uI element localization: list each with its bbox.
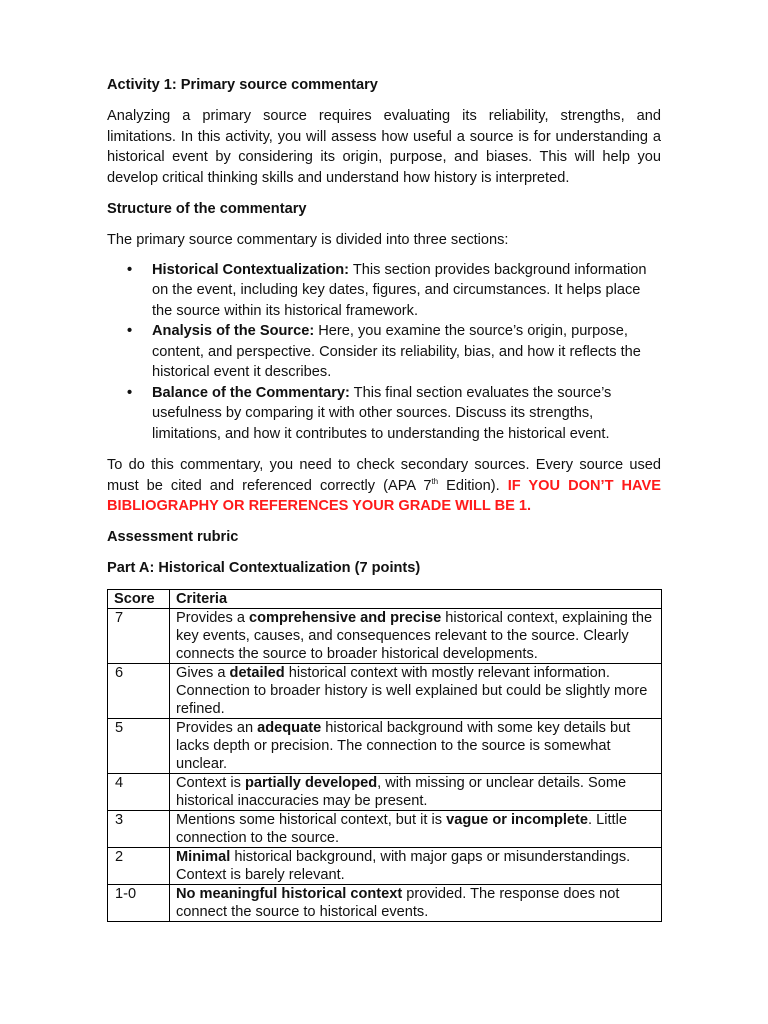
criteria-text: , with missing or unclear details. Some historical inaccuracies may be present. <box>176 774 627 809</box>
criteria-text: Gives a <box>176 664 230 681</box>
score-cell: 2 <box>108 847 170 884</box>
criteria-text: Context is <box>176 774 245 791</box>
score-cell: 4 <box>108 773 170 810</box>
apa-paragraph <box>107 455 661 517</box>
table-row <box>108 718 662 773</box>
score-cell: 3 <box>108 810 170 847</box>
criteria-cell <box>170 718 662 773</box>
bullet-icon: • <box>127 384 133 401</box>
bullet-icon: • <box>127 323 133 339</box>
rubric-table <box>107 589 662 922</box>
criteria-cell <box>170 847 662 884</box>
score-cell: 5 <box>108 718 170 773</box>
part-a-heading: Part A: Historical Contextualization (7 points) <box>107 559 421 576</box>
section-text: This section provides background information on the event, including key dates, figures, and circumstances. It helps place the source within its historical framework. <box>152 261 647 319</box>
criteria-emphasis: vague or incomplete <box>446 811 589 828</box>
bullet-icon: • <box>127 261 133 278</box>
criteria-cell <box>170 663 662 718</box>
table-row <box>108 847 662 884</box>
apa-text-before: To do this commentary, you need to check secondary sources. Every source used must be cited and referenced correctly (APA 7 <box>107 457 661 494</box>
apa-superscript: th <box>431 476 439 486</box>
rubric-heading: Assessment rubric <box>107 528 239 545</box>
section-text: Here, you examine the source’s origin, purpose, content, and perspective. Consider its reliability, bias, and how it reflects the historical event it describes. <box>152 323 641 380</box>
grade-warning: IF YOU DON’T HAVE BIBLIOGRAPHY OR REFERENCES YOUR GRADE WILL BE 1. <box>107 477 661 514</box>
criteria-text: historical background with some key details but lacks depth or precision. The connection to the source is somewhat unclear. <box>176 719 631 772</box>
apa-text-after: Edition). <box>438 477 508 494</box>
criteria-text: Provides an <box>176 719 258 736</box>
section-label: Analysis of the Source: <box>152 323 315 339</box>
structure-lead: The primary source commentary is divided into three sections: <box>107 232 509 248</box>
section-label: Historical Contextualization: <box>152 261 350 278</box>
structure-heading: Structure of the commentary <box>107 201 307 217</box>
criteria-text: historical context with mostly relevant information. Connection to broader history is well explained but could be slightly more refined. <box>176 664 648 717</box>
activity-title: Activity 1: Primary source commentary <box>107 77 378 93</box>
intro-paragraph: Analyzing a primary source requires evaluating its reliability, strengths, and limitations. In this activity, you will assess how useful a source is for understanding a historical event by considering its origin, purpose, and biases. This will help you develop critical thinking skills and understand how history is interpreted. <box>107 108 661 186</box>
criteria-text: historical context, explaining the key events, causes, and consequences relevant to the source. Clearly connects the source to broader historical developments. <box>176 609 653 662</box>
criteria-cell <box>170 773 662 810</box>
section-label: Balance of the Commentary: <box>152 384 350 401</box>
table-row <box>108 663 662 718</box>
score-cell: 7 <box>108 608 170 663</box>
criteria-text: historical background, with major gaps or misunderstandings. Context is barely relevant. <box>176 848 631 883</box>
document-content <box>107 75 661 922</box>
score-column-header: Score <box>108 589 170 608</box>
criteria-emphasis: detailed <box>229 664 285 681</box>
criteria-text: Provides a <box>176 609 250 626</box>
criteria-text: Mentions some historical context, but it is <box>176 811 447 828</box>
list-item <box>107 260 661 322</box>
criteria-column-header: Criteria <box>170 589 662 608</box>
criteria-cell <box>170 810 662 847</box>
criteria-emphasis: Minimal <box>176 848 231 865</box>
list-item <box>107 383 661 445</box>
section-text: This final section evaluates the source’s usefulness by comparing it with other sources. Discuss its strengths, limitations, and how it contributes to understanding the historical event. <box>152 384 612 442</box>
criteria-cell <box>170 884 662 921</box>
criteria-emphasis: comprehensive and precise <box>249 609 442 626</box>
table-row <box>108 884 662 921</box>
score-cell: 1-0 <box>108 884 170 921</box>
criteria-text: . Little connection to the source. <box>176 811 627 846</box>
criteria-emphasis: adequate <box>257 719 322 736</box>
table-row <box>108 810 662 847</box>
table-row <box>108 773 662 810</box>
criteria-emphasis: partially developed <box>244 774 378 791</box>
list-item <box>107 321 661 383</box>
criteria-emphasis: No meaningful historical context <box>176 885 403 902</box>
criteria-cell <box>170 608 662 663</box>
table-row <box>108 608 662 663</box>
sections-list <box>107 260 661 445</box>
table-header-row <box>108 589 662 608</box>
score-cell: 6 <box>108 663 170 718</box>
criteria-text: provided. The response does not connect the source to historical events. <box>176 885 620 920</box>
